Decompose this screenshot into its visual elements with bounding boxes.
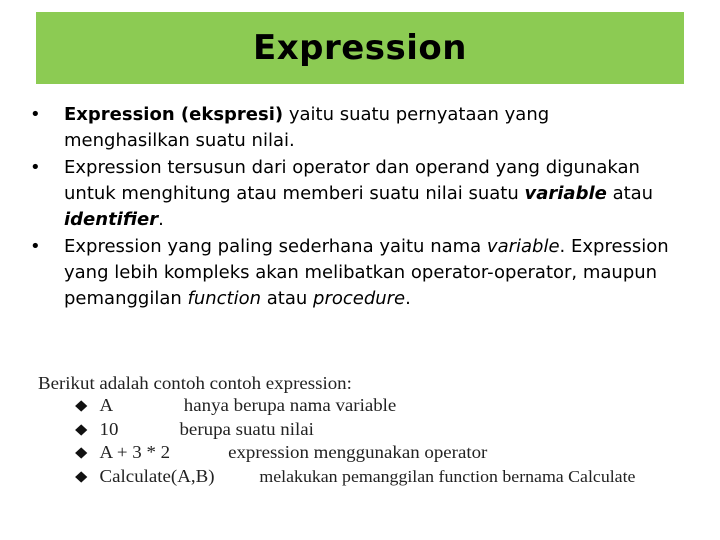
bullet-text-segment: Expression (ekspresi): [64, 104, 284, 125]
example-row: [38, 465, 720, 489]
diamond-bullet-icon: [75, 447, 87, 458]
bullet-text-segment: Expression tersusun dari operator dan operand yang digunakan untuk menghitung atau memberi suatu nilai suatu: [64, 157, 640, 204]
bullet-dot-icon: •: [30, 157, 41, 178]
bullet-text-segment: atau: [606, 183, 654, 204]
bullet-text-segment: . Expression yang lebih kompleks akan melibatkan operator-operator, maupun pemanggilan: [64, 236, 669, 309]
bullet-text-segment: .: [405, 288, 411, 309]
example-desc: berupa suatu nilai: [179, 418, 314, 439]
diamond-bullet-icon: [75, 424, 87, 435]
diamond-bullet-icon: [75, 400, 87, 411]
title-bar: [36, 12, 684, 84]
example-image: [38, 372, 720, 488]
bullet-text-segment: procedure: [313, 288, 406, 309]
example-desc: hanya berupa nama variable: [183, 395, 397, 415]
example-code: A: [99, 395, 114, 415]
bullet-text-segment: yaitu suatu pernyataan yang menghasilkan suatu nilai.: [64, 104, 550, 151]
bullet-text-segment: function: [187, 288, 262, 309]
example-row: [38, 394, 720, 418]
example-row: [38, 418, 720, 442]
bullet-text-segment: .: [158, 209, 164, 230]
bullet-dot-icon: •: [30, 104, 41, 125]
bullet-text-segment: variable: [524, 183, 607, 204]
example-desc: expression menggunakan operator: [228, 442, 488, 462]
example-code: A + 3 * 2: [99, 442, 171, 462]
slide-title: Expression: [252, 28, 467, 68]
bullet-text-segment: Expression yang paling sederhana yaitu nama: [64, 236, 487, 257]
bullet-text-segment: identifier: [64, 209, 159, 230]
bullet-list: [30, 102, 680, 313]
bullet-text-segment: atau: [261, 288, 314, 309]
example-code: Calculate(A,B): [99, 465, 215, 486]
bullet-item: [30, 234, 680, 312]
bullet-dot-icon: •: [30, 236, 41, 257]
bullet-item: [30, 155, 680, 233]
example-code: 10: [99, 418, 119, 439]
diamond-bullet-icon: [75, 471, 87, 482]
example-desc: melakukan pemanggilan function bernama Calculate: [259, 466, 636, 486]
bullet-text-segment: variable: [486, 236, 560, 257]
example-row: [38, 441, 720, 465]
bullet-item: [30, 102, 680, 154]
example-intro: Berikut adalah contoh contoh expression:: [38, 373, 352, 393]
